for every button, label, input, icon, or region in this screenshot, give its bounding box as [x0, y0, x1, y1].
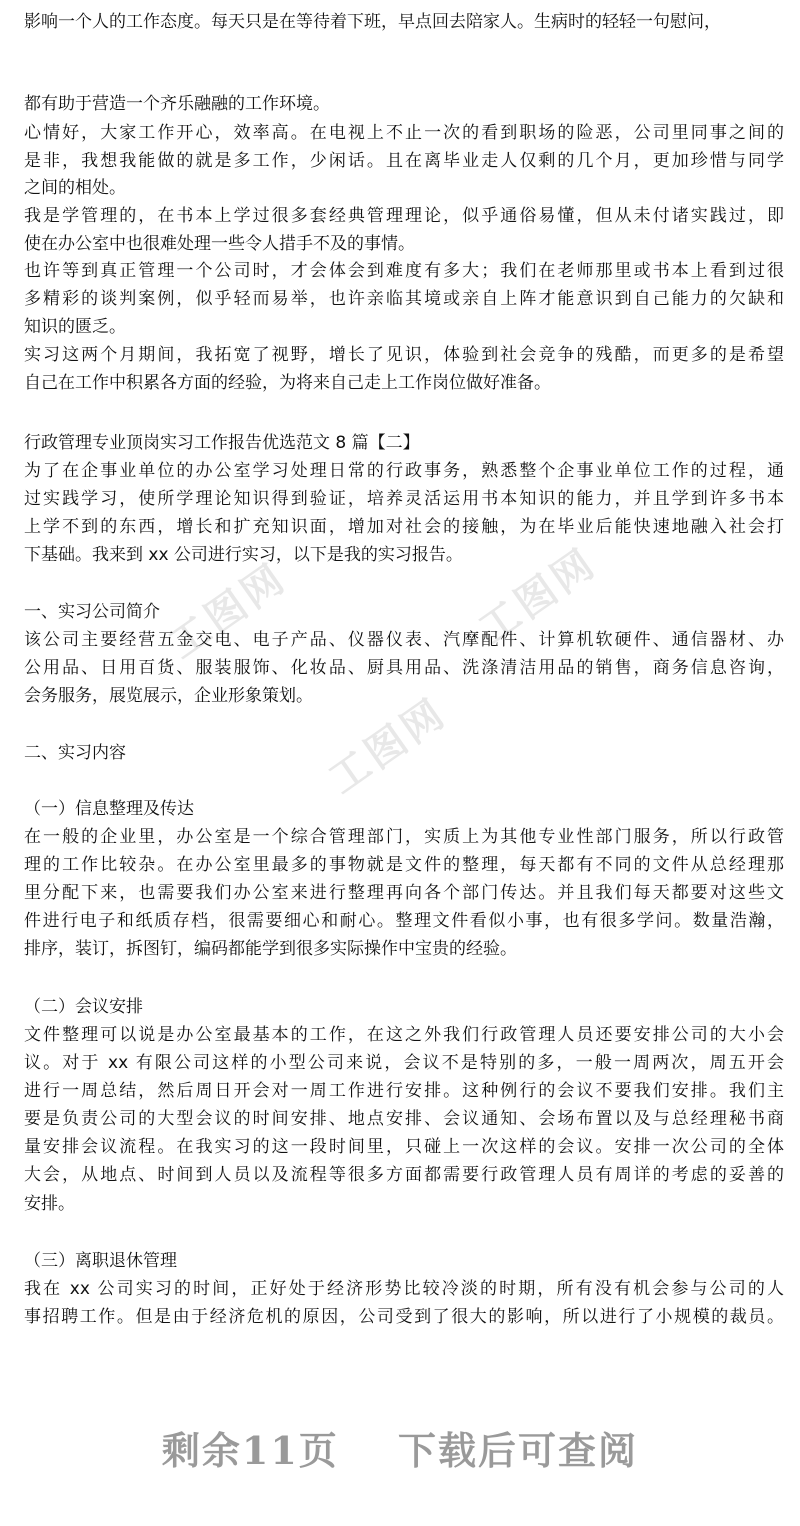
paragraph-line: 该公司主要经营五金交电、电子产品、仪器仪表、汽摩配件、计算机软硬件、通信器材、办: [24, 630, 784, 650]
paragraph-line: 议。对于 xx 有限公司这样的小型公司来说，会议不是特别的多，一般一周两次，周五开会: [24, 1053, 784, 1073]
paragraph-line: 公用品、日用百货、服装服饰、化妆品、厨具用品、洗涤清洁用品的销售，商务信息咨询，: [24, 658, 784, 678]
paragraph-line: 影响一个人的工作态度。每天只是在等待着下班，早点回去陪家人。生病时的轻轻一句慰问，: [24, 12, 721, 32]
paragraph-line: 心情好，大家工作开心，效率高。在电视上不止一次的看到职场的险恶，公司里同事之间的: [24, 123, 784, 143]
paragraph-line: 我在 xx 公司实习的时间，正好处于经济形势比较冷淡的时期，所有没有机会参与公司的人: [24, 1279, 784, 1299]
paragraph-line: 我是学管理的，在书本上学过很多套经典管理理论，似乎通俗易懂，但从未付诸实践过，即: [24, 206, 784, 226]
section-heading: 一、实习公司简介: [24, 602, 160, 622]
paragraph-line: 事招聘工作。但是由于经济危机的原因，公司受到了很大的影响，所以进行了小规模的裁员。: [24, 1307, 784, 1327]
paragraph-line: 多精彩的谈判案例，似乎轻而易举，也许亲临其境或亲自上阵才能意识到自己能力的欠缺和: [24, 289, 784, 309]
paragraph-line: 也许等到真正管理一个公司时，才会体会到难度有多大；我们在老师那里或书本上看到过很: [24, 261, 784, 281]
paragraph-line: 里分配下来，也需要我们办公室来进行整理再向各个部门传达。并且我们每天都要对这些文: [24, 883, 784, 903]
download-prompt[interactable]: [0, 1420, 800, 1480]
paragraph-line: 过实践学习，使所学理论知识得到验证，培养灵活运用书本知识的能力，并且学到许多书本: [24, 489, 784, 509]
paragraph-line: 大会，从地点、时间到人员以及流程等很多方面都需要行政管理人员有周详的考虑的妥善的: [24, 1165, 784, 1185]
download-to-view-label: 下载后可查阅: [398, 1428, 639, 1473]
paragraph-line: 使在办公室中也很难处理一些令人措手不及的事情。: [24, 234, 415, 254]
subsection-heading: （三）离职退休管理: [24, 1251, 177, 1271]
watermark: 工图网: [160, 554, 296, 669]
paragraph-line: 进行一周总结，然后周日开会对一周工作进行安排。这种例行的会议不要我们安排。我们主: [24, 1081, 784, 1101]
paragraph-line: 是非，我想我能做的就是多工作，少闲话。且在离毕业走人仅剩的几个月，更加珍惜与同学: [24, 151, 784, 171]
paragraph-line: 要是负责公司的大型会议的时间安排、地点安排、会议通知、会场布置以及与总经理秘书商: [24, 1109, 784, 1129]
paragraph-line: 排序，装订，拆图钉，编码都能学到很多实际操作中宝贵的经验。: [24, 939, 517, 959]
paragraph-line: 下基础。我来到 xx 公司进行实习，以下是我的实习报告。: [24, 545, 463, 565]
paragraph-line: 文件整理可以说是办公室最基本的工作，在这之外我们行政管理人员还要安排公司的大小会: [24, 1025, 784, 1045]
subsection-heading: （一）信息整理及传达: [24, 799, 194, 819]
section-heading: 行政管理专业顶岗实习工作报告优选范文 8 篇【二】: [24, 433, 420, 453]
paragraph-line: 会务服务，展览展示，企业形象策划。: [24, 686, 313, 706]
subsection-heading: （二）会议安排: [24, 997, 143, 1017]
watermark: 工图网: [320, 689, 456, 804]
paragraph-line: 实习这两个月期间，我拓宽了视野，增长了见识，体验到社会竞争的残酷，而更多的是希望: [24, 345, 784, 365]
paragraph-line: 安排。: [24, 1194, 75, 1214]
paragraph-line: 件进行电子和纸质存档，很需要细心和耐心。整理文件看似小事，也有很多学问。数量浩瀚，: [24, 911, 784, 931]
paragraph-line: 在一般的企业里，办公室是一个综合管理部门，实质上为其他专业性部门服务，所以行政管: [24, 827, 784, 847]
section-heading: 二、实习内容: [24, 743, 126, 763]
paragraph-line: 都有助于营造一个齐乐融融的工作环境。: [24, 94, 330, 114]
remaining-pages-label: 剩余11页: [161, 1428, 339, 1473]
paragraph-line: 上学不到的东西，增长和扩充知识面，增加对社会的接触，为在毕业后能快速地融入社会打: [24, 517, 784, 537]
watermark: 工图网: [470, 539, 606, 654]
paragraph-line: 知识的匮乏。: [24, 317, 126, 337]
paragraph-line: 理的工作比较杂。在办公室里最多的事物就是文件的整理，每天都有不同的文件从总经理那: [24, 855, 784, 875]
paragraph-line: 量安排会议流程。在我实习的这一段时间里，只碰上一次这样的会议。安排一次公司的全体: [24, 1137, 784, 1157]
paragraph-line: 自己在工作中积累各方面的经验，为将来自己走上工作岗位做好准备。: [24, 373, 551, 393]
paragraph-line: 之间的相处。: [24, 178, 126, 198]
paragraph-line: 为了在企事业单位的办公室学习处理日常的行政事务，熟悉整个企事业单位工作的过程，通: [24, 461, 784, 481]
